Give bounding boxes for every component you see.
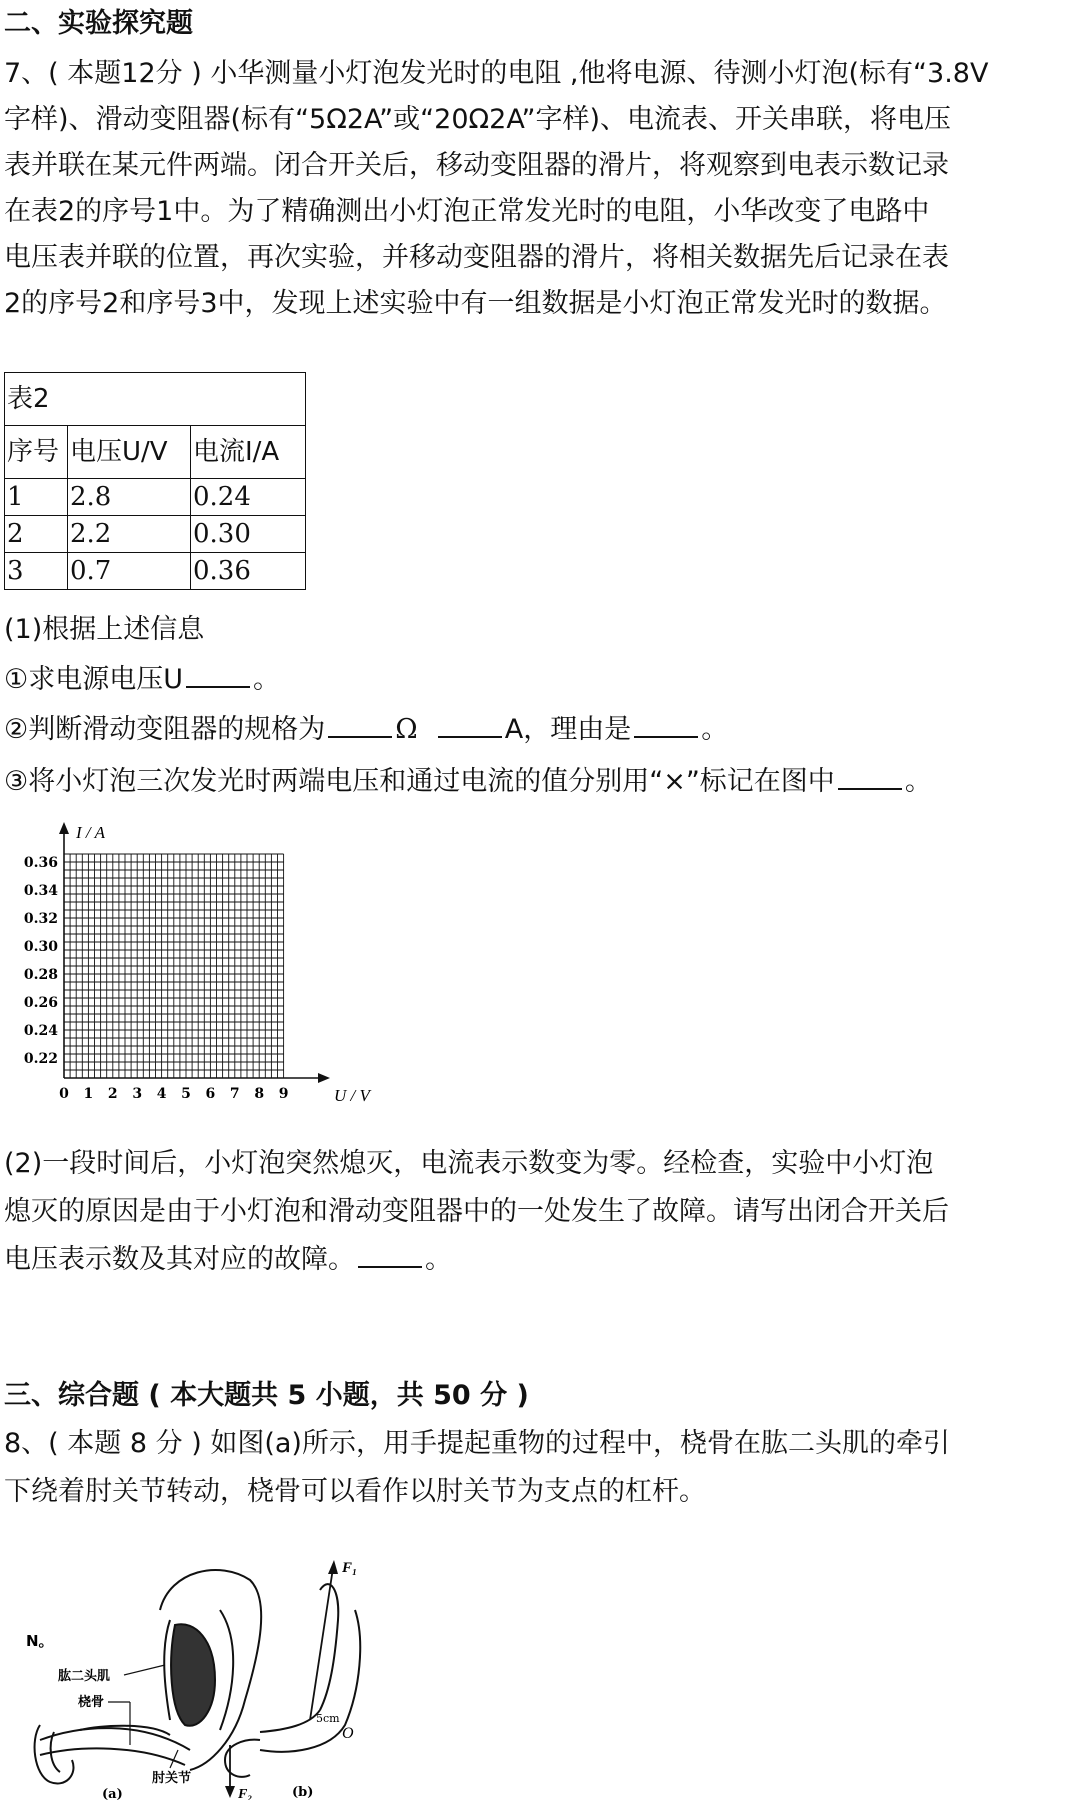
grid-graph bbox=[14, 816, 394, 1102]
part2-line-1: (2)一段时间后，小灯泡突然熄灭，电流表示数变为零。经检查，实验中小灯泡 bbox=[4, 1148, 934, 1179]
sub2-reason: A，理由是 bbox=[504, 714, 632, 745]
part2-line-3 bbox=[4, 1242, 452, 1278]
y-tick-label: 0.28 bbox=[23, 967, 58, 983]
answer-blank[interactable] bbox=[186, 664, 250, 688]
x-tick-label: 2 bbox=[107, 1086, 118, 1102]
q7-line-2: 字样)、滑动变阻器(标有“5Ω2A”或“20Ω2A”字样)、电流表、开关串联，将电压 bbox=[4, 104, 951, 135]
table-cell: 2 bbox=[5, 516, 68, 553]
x-tick-label: 3 bbox=[132, 1086, 143, 1102]
sub-question-2 bbox=[4, 712, 728, 748]
table-header: 电流I/A bbox=[191, 426, 306, 479]
radius-label: 桡骨 bbox=[78, 1695, 105, 1710]
f1-arrowhead bbox=[328, 1560, 338, 1574]
y-tick-label: 0.24 bbox=[23, 1023, 58, 1039]
y-tick-label: 0.22 bbox=[23, 1051, 58, 1067]
part2-line-2: 熄灭的原因是由于小灯泡和滑动变阻器中的一处发生了故障。请写出闭合开关后 bbox=[4, 1196, 949, 1227]
x-tick-label: 5 bbox=[181, 1086, 191, 1102]
table-cell: 0.7 bbox=[68, 553, 191, 590]
answer-blank[interactable] bbox=[634, 714, 698, 738]
x-tick-label: 6 bbox=[205, 1086, 216, 1102]
sub1-text: ①求电源电压U bbox=[4, 664, 183, 695]
sub-question-1 bbox=[4, 662, 280, 698]
arm-diagram-b bbox=[225, 1584, 360, 1777]
pivot-o-label: O bbox=[342, 1725, 354, 1742]
ohm-unit: Ω bbox=[395, 714, 418, 745]
sub3-end: 。 bbox=[904, 766, 932, 797]
sub3-text: ③将小灯泡三次发光时两端电压和通过电流的值分别用“×”标记在图中 bbox=[4, 766, 835, 797]
f2-arrowhead bbox=[225, 1786, 235, 1798]
section2-title: 二、实验探究题 bbox=[4, 8, 193, 39]
x-tick-label: 7 bbox=[229, 1086, 240, 1102]
y-tick-labels bbox=[24, 855, 58, 1067]
q8-line-2: 下绕着肘关节转动，桡骨可以看作以肘关节为支点的杠杆。 bbox=[4, 1476, 706, 1507]
answer-blank[interactable] bbox=[328, 714, 392, 738]
y-tick-label: 0.34 bbox=[23, 883, 58, 899]
answer-blank[interactable] bbox=[838, 766, 902, 790]
table-cell: 0.30 bbox=[191, 516, 306, 553]
table-cell: 3 bbox=[5, 553, 68, 590]
part2-end: 。 bbox=[425, 1244, 452, 1275]
x-tick-label: 8 bbox=[254, 1086, 265, 1102]
figure-b-label: (b) bbox=[292, 1785, 314, 1800]
table-header: 序号 bbox=[5, 426, 68, 479]
distance-label: 5cm bbox=[316, 1712, 340, 1725]
x-tick-label: 1 bbox=[83, 1086, 94, 1102]
sub2-text: ②判断滑动变阻器的规格为 bbox=[4, 714, 326, 745]
y-tick-label: 0.26 bbox=[23, 995, 58, 1011]
graph-grid bbox=[64, 854, 284, 1078]
q7-line-5: 电压表并联的位置，再次实验，并移动变阻器的滑片，将相关数据先后记录在表 bbox=[4, 242, 949, 273]
sub2-end: 。 bbox=[701, 714, 729, 745]
y-axis-arrow bbox=[59, 822, 69, 834]
section3-title: 三、综合题 ( 本大题共 5 小题，共 50 分 ) bbox=[4, 1380, 529, 1411]
biceps-label: 肱二头肌 bbox=[58, 1669, 111, 1684]
answer-blank[interactable] bbox=[438, 714, 502, 738]
arm-lever-figure bbox=[20, 1550, 440, 1800]
elbow-label: 肘关节 bbox=[152, 1771, 192, 1786]
q7-line-4: 在表2的序号1中。为了精确测出小灯泡正常发光时的电阻，小华改变了电路中 bbox=[4, 196, 930, 227]
table-cell: 2.2 bbox=[68, 516, 191, 553]
figure-no-label: N。 bbox=[26, 1632, 54, 1650]
answer-blank[interactable] bbox=[358, 1244, 422, 1268]
y-tick-label: 0.32 bbox=[23, 911, 58, 927]
f1-label: F₁ bbox=[342, 1560, 358, 1576]
x-tick-label: 9 bbox=[278, 1086, 289, 1102]
x-axis-arrow bbox=[318, 1073, 330, 1083]
table-cell: 1 bbox=[5, 479, 68, 516]
table-header: 电压U/V bbox=[68, 426, 191, 479]
force-f1-arrow bbox=[310, 1568, 333, 1720]
figure-a-label: (a) bbox=[102, 1787, 123, 1800]
x-tick-label: 0 bbox=[59, 1086, 69, 1102]
sub1-end: 。 bbox=[252, 664, 280, 695]
y-tick-label: 0.30 bbox=[23, 939, 58, 955]
table-row bbox=[5, 479, 306, 516]
y-axis-label: I / A bbox=[76, 823, 105, 842]
data-table bbox=[4, 372, 306, 590]
part1-intro: (1)根据上述信息 bbox=[4, 614, 205, 645]
x-tick-label: 4 bbox=[156, 1086, 167, 1102]
q7-line-6: 2的序号2和序号3中，发现上述实验中有一组数据是小灯泡正常发光时的数据。 bbox=[4, 288, 947, 319]
q8-line-1: 8、( 本题 8 分 ) 如图(a)所示，用手提起重物的过程中，桡骨在肱二头肌的牵引 bbox=[4, 1428, 950, 1459]
table-cell: 2.8 bbox=[68, 479, 191, 516]
sub-question-3 bbox=[4, 764, 932, 800]
table-cell: 0.24 bbox=[191, 479, 306, 516]
part2-text: 电压表示数及其对应的故障。 bbox=[4, 1244, 355, 1275]
f2-label: F₂ bbox=[238, 1787, 253, 1800]
table-cell: 0.36 bbox=[191, 553, 306, 590]
y-tick-label: 0.36 bbox=[23, 855, 58, 871]
x-axis-label: U / V bbox=[334, 1086, 370, 1102]
x-tick-labels bbox=[59, 1086, 288, 1102]
table-row bbox=[5, 553, 306, 590]
q7-line-3: 表并联在某元件两端。闭合开关后，移动变阻器的滑片，将观察到电表示数记录 bbox=[4, 150, 949, 181]
q7-line-1: 7、( 本题12分 ) 小华测量小灯泡发光时的电阻 ,他将电源、待测小灯泡(标有“3.8V bbox=[4, 58, 989, 89]
table-row bbox=[5, 516, 306, 553]
table-caption: 表2 bbox=[5, 373, 306, 426]
